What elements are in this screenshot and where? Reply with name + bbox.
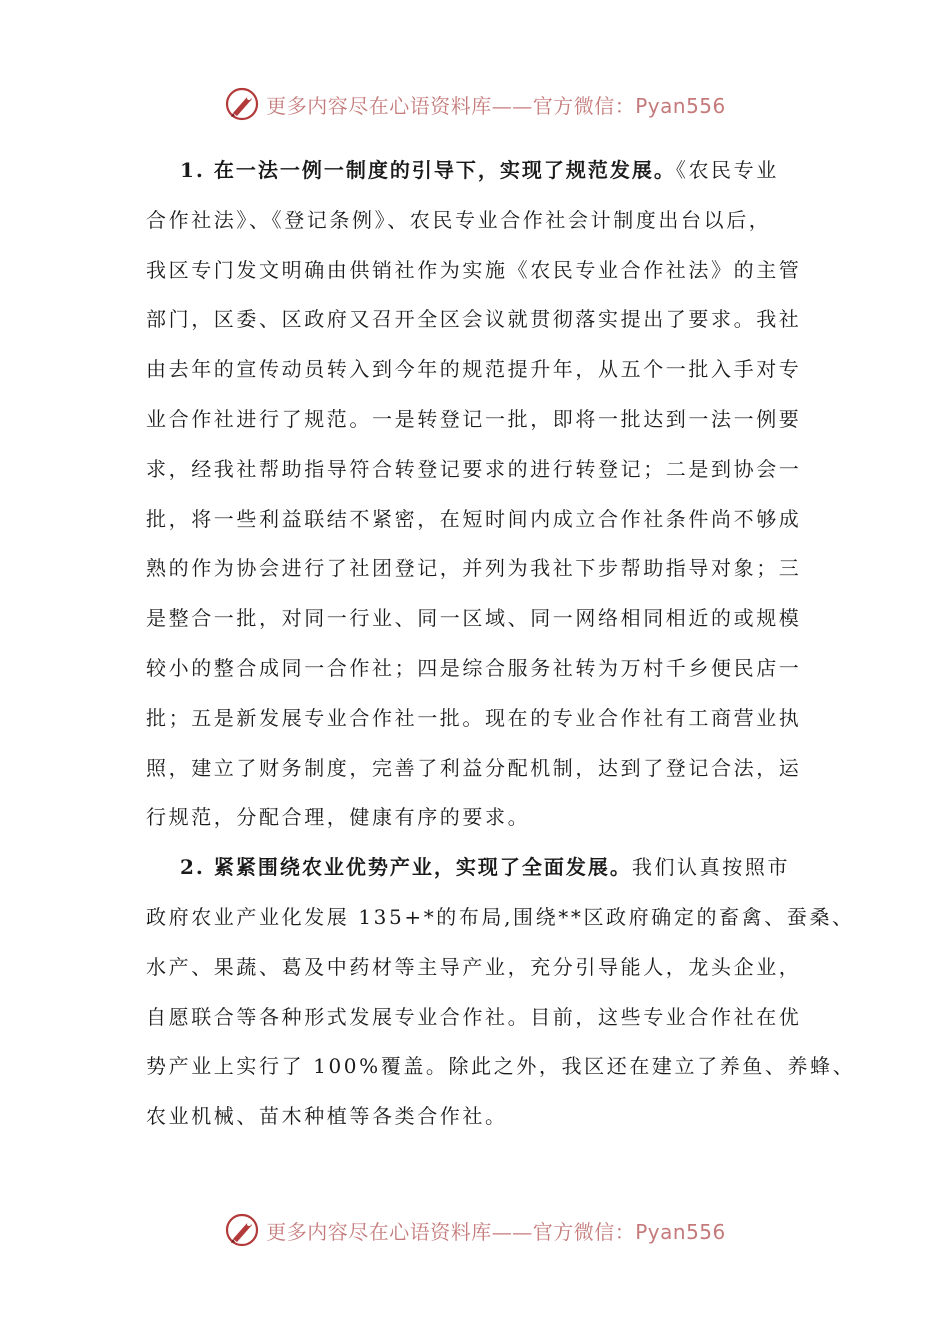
watermark-wechat-id: Pyan556 xyxy=(635,1219,726,1244)
watermark-main: 更多内容尽在心语资料库 xyxy=(266,1219,492,1244)
text-line: 水产、果蔬、葛及中药材等主导产业，充分引导能人，龙头企业， xyxy=(146,954,802,979)
watermark-separator: —— xyxy=(491,93,533,118)
text-line: 农业机械、苗木种植等各类合作社。 xyxy=(146,1104,508,1129)
paragraph-2 xyxy=(146,843,856,1142)
paragraph-2-first-rest: 我们认真按照市 xyxy=(631,855,791,880)
paragraph-2-lead: 2. 紧紧围绕农业优势产业，实现了全面发展。 xyxy=(180,855,632,880)
pen-logo-icon xyxy=(224,86,260,122)
text-line: 合作社法》、《登记条例》、农民专业合作社会计制度出台以后， xyxy=(146,207,772,232)
watermark-wechat-id: Pyan556 xyxy=(635,93,726,118)
watermark-text xyxy=(266,90,726,119)
pen-logo-icon xyxy=(224,1212,260,1248)
text-line: 批，将一些利益联结不紧密，在短时间内成立合作社条件尚不够成 xyxy=(146,506,802,531)
paragraph-1-first-line xyxy=(146,146,822,196)
watermark-group xyxy=(224,1212,726,1248)
text-line: 求，经我社帮助指导符合转登记要求的进行转登记；二是到协会一 xyxy=(146,456,802,481)
watermark-wechat-label: 官方微信： xyxy=(532,1219,636,1244)
text-line: 政府农业产业化发展 135+*的布局,围绕**区政府确定的畜禽、蚕桑、 xyxy=(146,904,855,929)
watermark-text xyxy=(266,1216,726,1245)
watermark-separator: —— xyxy=(491,1219,533,1244)
watermark-group xyxy=(224,86,726,122)
paragraph-2-first-line xyxy=(146,843,822,893)
text-line: 自愿联合等各种形式发展专业合作社。目前，这些专业合作社在优 xyxy=(146,1004,802,1029)
text-line: 业合作社进行了规范。一是转登记一批，即将一批达到一法一例要 xyxy=(146,406,802,431)
text-line: 照，建立了财务制度，完善了利益分配机制，达到了登记合法，运 xyxy=(146,755,802,780)
watermark-main: 更多内容尽在心语资料库 xyxy=(266,93,492,118)
text-line: 批；五是新发展专业合作社一批。现在的专业合作社有工商营业执 xyxy=(146,705,802,730)
paragraph-1-first-rest: 《农民专业 xyxy=(675,158,779,182)
text-line: 较小的整合成同一合作社；四是综合服务社转为万村千乡便民店一 xyxy=(146,655,802,680)
watermark-banner-bottom xyxy=(0,1210,950,1250)
text-line: 是整合一批，对同一行业、同一区域、同一网络相同相近的或规模 xyxy=(146,606,802,631)
text-line: 由去年的宣传动员转入到今年的规范提升年，从五个一批入手对专 xyxy=(146,357,802,382)
paragraph-1-lead: 1. 在一法一例一制度的引导下，实现了规范发展。 xyxy=(180,158,676,182)
document-body xyxy=(146,146,856,1142)
text-line: 行规范，分配合理，健康有序的要求。 xyxy=(146,805,531,830)
text-line: 我区专门发文明确由供销社作为实施《农民专业合作社法》的主管 xyxy=(146,257,802,282)
text-line: 势产业上实行了 100%覆盖。除此之外，我区还在建立了养鱼、养蜂、 xyxy=(146,1054,856,1079)
paragraph-1 xyxy=(146,146,822,843)
text-line: 熟的作为协会进行了社团登记，并列为我社下步帮助指导对象；三 xyxy=(146,556,802,581)
watermark-wechat-label: 官方微信： xyxy=(532,93,636,118)
watermark-banner-top xyxy=(0,84,950,124)
text-line: 部门，区委、区政府又召开全区会议就贯彻落实提出了要求。我社 xyxy=(146,307,802,332)
